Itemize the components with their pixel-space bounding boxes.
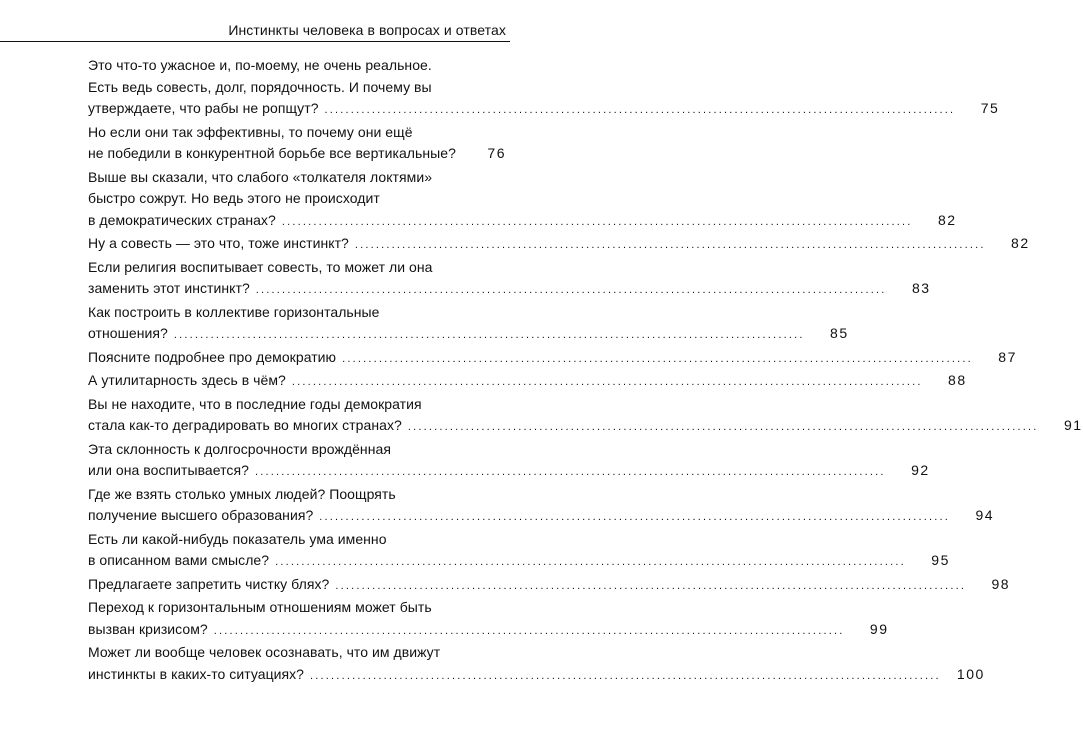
toc-entry[interactable]: [88, 574, 1011, 598]
toc-entry[interactable]: [88, 167, 957, 234]
toc-entry-line: Вы не находите, что в последние годы демократия: [88, 395, 422, 412]
table-of-contents: [88, 55, 1083, 687]
toc-page-number: 85: [830, 325, 849, 341]
toc-entry-last-line: [88, 323, 849, 347]
toc-entry[interactable]: [88, 642, 985, 687]
toc-entry-line: Поясните подробнее про демократию: [88, 348, 337, 365]
toc-entry-line: Есть ведь совесть, долг, порядочность. И почему вы: [88, 78, 432, 95]
dot-leader: ........................................................................................................................: [254, 466, 886, 478]
toc-entry-line: или она воспитывается?: [88, 462, 249, 478]
toc-entry[interactable]: [88, 394, 1083, 439]
toc-entry-line: Переход к горизонтальным отношениям может быть: [88, 599, 432, 615]
toc-page-number: 82: [1011, 235, 1030, 251]
toc-entry[interactable]: [88, 122, 506, 167]
toc-entry-line: вызван кризисом?: [88, 620, 208, 637]
toc-entry-line: Предлагаете запретить чистку блях?: [88, 575, 330, 592]
toc-entry-line: Может ли вообще человек осознавать, что им движут: [88, 644, 441, 660]
toc-entry-line: быстро сожрут. Но ведь этого не происходит: [88, 190, 380, 206]
toc-page-number: 87: [998, 348, 1017, 365]
running-header: [0, 0, 600, 44]
toc-entry[interactable]: [88, 347, 1017, 371]
dot-leader: ........................................................................................................................: [335, 579, 967, 592]
dot-leader: ........................................................................................................................: [310, 669, 941, 682]
toc-entry-line: Есть ли какой-нибудь показатель ума именно: [88, 530, 387, 547]
toc-entry-last-line: [88, 143, 506, 167]
dot-leader: ........................................................................................................................: [407, 421, 1039, 433]
toc-entry-line: Если религия воспитывает совесть, то может ли она: [88, 258, 433, 275]
toc-entry-last-line: [88, 574, 1011, 598]
toc-page-number: 92: [911, 462, 930, 478]
toc-entry-line: Выше вы сказали, что слабого «толкателя локтями»: [88, 168, 433, 185]
toc-entry-last-line: [88, 460, 930, 484]
toc-entry-line: заменить этот инстинкт?: [88, 280, 250, 296]
toc-entry[interactable]: [88, 529, 950, 574]
toc-page-number: 82: [938, 211, 957, 228]
dot-leader: ........................................................................................................................: [342, 352, 973, 365]
toc-page-number: 94: [975, 507, 995, 523]
toc-entry-last-line: [88, 550, 950, 574]
dot-leader: ........................................................................................................................: [275, 556, 906, 568]
toc-page-number: 98: [991, 575, 1011, 592]
toc-entry-last-line: [88, 370, 967, 394]
toc-entry-line: Ну а совесть — это что, тоже инстинкт?: [88, 235, 349, 251]
dot-leader: ........................................................................................................................: [354, 239, 986, 251]
toc-page-number: 88: [948, 372, 967, 388]
toc-entry-last-line: [88, 233, 1030, 257]
toc-entry-line: утверждаете, что рабы не ропщут?: [88, 100, 319, 116]
toc-entry-last-line: [88, 664, 985, 688]
toc-entry-line: Эта склонность к долгосрочности врождённая: [88, 440, 391, 457]
toc-page-number: 95: [931, 552, 950, 568]
toc-entry-line: Как построить в коллективе горизонтальные: [88, 303, 380, 320]
toc-entry-line: в описанном вами смысле?: [88, 552, 270, 568]
toc-page-number: 76: [487, 145, 506, 161]
toc-entry-line: стала как-то деградировать во многих странах?: [88, 417, 402, 433]
toc-entry-last-line: [88, 505, 995, 529]
dot-leader: ........................................................................................................................: [324, 104, 956, 116]
toc-page-number: 100: [956, 665, 985, 682]
toc-page-number: 83: [911, 280, 931, 296]
toc-entry-line: Это что-то ужасное и, по-моему, не очень реальное.: [88, 57, 432, 73]
dot-leader: ........................................................................................................................: [213, 624, 845, 637]
toc-page-number: 99: [869, 620, 889, 637]
toc-page-number: 91: [1064, 417, 1083, 433]
dot-leader: ........................................................................................................................: [281, 215, 913, 228]
toc-entry[interactable]: [88, 370, 967, 394]
toc-entry[interactable]: [88, 233, 1030, 257]
toc-entry-line: инстинкты в каких-то ситуациях?: [88, 665, 305, 682]
toc-entry[interactable]: [88, 597, 889, 642]
toc-entry-line: А утилитарность здесь в чём?: [88, 372, 286, 388]
dot-leader: ........................................................................................................................: [291, 376, 923, 388]
toc-entry-line: Но если они так эффективны, то почему они ещё: [88, 123, 413, 140]
running-header-title: Инстинкты человека в вопросах и ответах: [228, 22, 506, 38]
dot-leader: ........................................................................................................................: [319, 511, 951, 523]
dot-leader: ........................................................................................................................: [255, 284, 887, 296]
toc-entry-last-line: [88, 278, 931, 302]
toc-entry-line: получение высшего образования?: [88, 507, 314, 523]
header-rule: [0, 41, 510, 42]
toc-entry-line: не победили в конкурентной борьбе все вертикальные?: [88, 145, 456, 161]
toc-entry[interactable]: [88, 55, 1000, 122]
toc-entry-last-line: [88, 619, 889, 643]
toc-entry-line: отношения?: [88, 325, 168, 341]
toc-entry[interactable]: [88, 439, 930, 484]
toc-entry-last-line: [88, 98, 1000, 122]
toc-entry-last-line: [88, 415, 1083, 439]
toc-entry-line: Где же взять столько умных людей? Поощрять: [88, 485, 396, 502]
toc-entry-last-line: [88, 347, 1017, 371]
toc-entry[interactable]: [88, 484, 995, 529]
toc-entry[interactable]: [88, 302, 849, 347]
toc-entry[interactable]: [88, 257, 931, 302]
toc-page-number: 75: [980, 100, 1000, 116]
dot-leader: ........................................................................................................................: [173, 329, 805, 341]
toc-entry-line: в демократических странах?: [88, 211, 276, 228]
toc-entry-last-line: [88, 210, 957, 234]
